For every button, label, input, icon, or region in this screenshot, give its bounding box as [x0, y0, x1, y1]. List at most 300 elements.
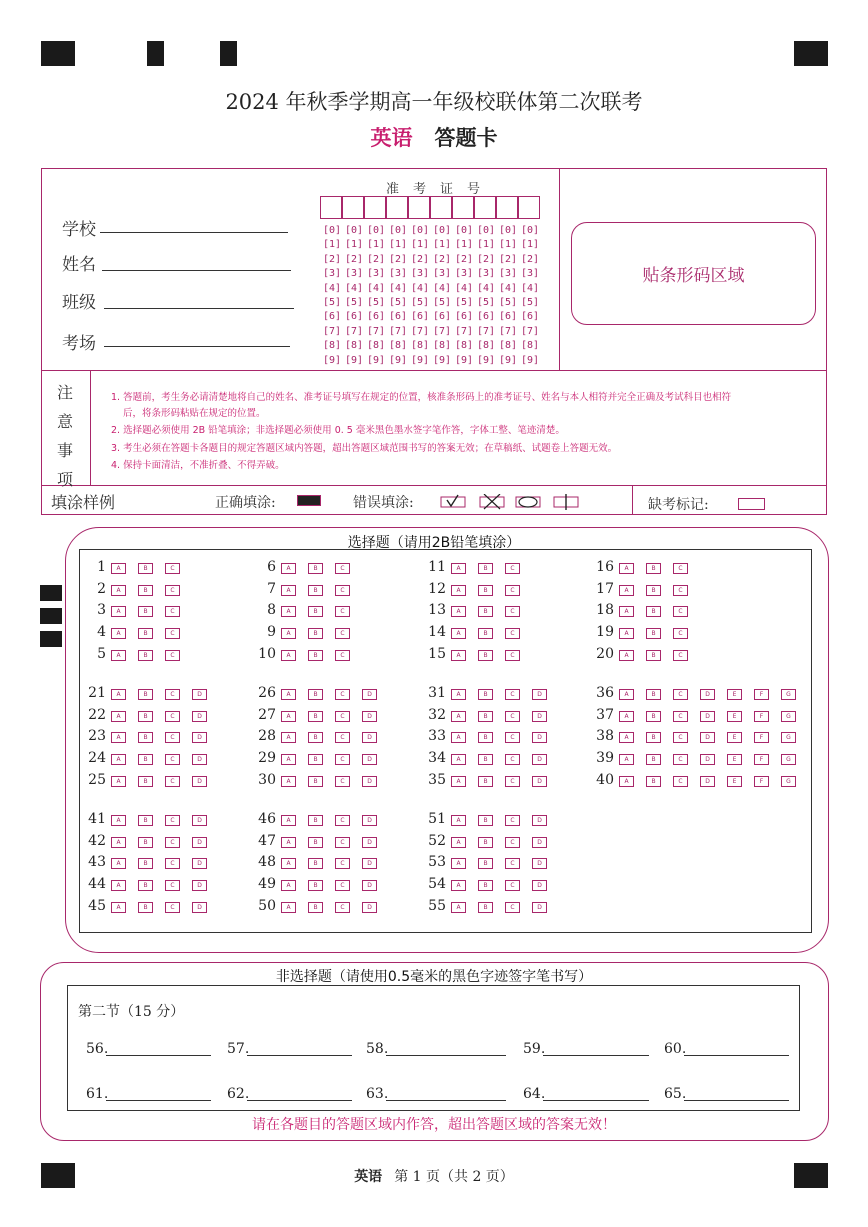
option-bubble[interactable]: D — [532, 732, 547, 743]
id-bubble[interactable]: [8] — [389, 340, 408, 352]
id-bubble[interactable]: [9] — [367, 354, 386, 366]
option-bubble[interactable]: A — [619, 606, 634, 617]
id-bubble[interactable]: [2] — [367, 253, 386, 265]
id-digit-box[interactable] — [430, 196, 452, 219]
option-bubble[interactable]: A — [281, 563, 296, 574]
id-bubble[interactable]: [3] — [433, 268, 452, 280]
id-bubble[interactable]: [5] — [499, 297, 518, 308]
id-bubble[interactable]: [0] — [477, 225, 496, 236]
id-bubble[interactable]: [2] — [433, 253, 452, 265]
option-bubble[interactable]: A — [281, 732, 296, 743]
id-bubble[interactable]: [3] — [455, 268, 474, 280]
option-bubble[interactable]: D — [362, 754, 377, 765]
option-bubble[interactable]: D — [362, 815, 377, 826]
option-bubble[interactable]: C — [673, 754, 688, 765]
option-bubble[interactable]: A — [619, 563, 634, 574]
id-bubble[interactable]: [2] — [499, 253, 518, 265]
id-digit-box[interactable] — [364, 196, 386, 219]
option-bubble[interactable]: B — [138, 606, 153, 617]
option-bubble[interactable]: D — [192, 858, 207, 869]
option-bubble[interactable]: C — [673, 563, 688, 574]
id-bubble[interactable]: [5] — [411, 297, 430, 308]
option-bubble[interactable]: C — [335, 880, 350, 891]
option-bubble[interactable]: B — [308, 776, 323, 787]
option-bubble[interactable]: A — [619, 650, 634, 661]
id-bubble[interactable]: [7] — [367, 325, 386, 337]
option-bubble[interactable]: F — [754, 711, 769, 722]
option-bubble[interactable]: A — [619, 585, 634, 596]
option-bubble[interactable]: B — [478, 650, 493, 661]
answer-blank[interactable] — [684, 1055, 789, 1056]
option-bubble[interactable]: C — [673, 732, 688, 743]
option-bubble[interactable]: A — [111, 689, 126, 700]
option-bubble[interactable]: B — [478, 563, 493, 574]
option-bubble[interactable]: B — [138, 776, 153, 787]
option-bubble[interactable]: A — [451, 628, 466, 639]
option-bubble[interactable]: B — [478, 776, 493, 787]
id-bubble[interactable]: [9] — [389, 354, 408, 366]
id-bubble[interactable]: [8] — [323, 340, 342, 352]
option-bubble[interactable]: B — [308, 732, 323, 743]
id-bubble[interactable]: [9] — [345, 354, 364, 366]
option-bubble[interactable]: A — [451, 754, 466, 765]
option-bubble[interactable]: A — [451, 606, 466, 617]
id-digit-box[interactable] — [408, 196, 430, 219]
id-bubble[interactable]: [2] — [345, 253, 364, 265]
school-field[interactable] — [100, 231, 288, 233]
option-bubble[interactable]: C — [673, 711, 688, 722]
option-bubble[interactable]: G — [781, 711, 796, 722]
option-bubble[interactable]: A — [451, 776, 466, 787]
option-bubble[interactable]: G — [781, 754, 796, 765]
id-bubble[interactable]: [4] — [411, 282, 430, 294]
answer-blank[interactable] — [684, 1100, 789, 1101]
option-bubble[interactable]: A — [281, 858, 296, 869]
option-bubble[interactable]: B — [138, 711, 153, 722]
id-bubble[interactable]: [3] — [477, 268, 496, 280]
answer-blank[interactable] — [106, 1100, 211, 1101]
option-bubble[interactable]: A — [451, 563, 466, 574]
id-bubble[interactable]: [4] — [477, 282, 496, 294]
option-bubble[interactable]: B — [478, 754, 493, 765]
option-bubble[interactable]: C — [335, 628, 350, 639]
option-bubble[interactable]: B — [308, 628, 323, 639]
option-bubble[interactable]: B — [308, 902, 323, 913]
option-bubble[interactable]: A — [111, 815, 126, 826]
option-bubble[interactable]: C — [505, 754, 520, 765]
option-bubble[interactable]: A — [281, 711, 296, 722]
id-bubble[interactable]: [0] — [323, 225, 342, 236]
answer-blank[interactable] — [386, 1055, 506, 1056]
option-bubble[interactable]: D — [700, 711, 715, 722]
option-bubble[interactable]: C — [673, 776, 688, 787]
id-bubble[interactable]: [8] — [367, 340, 386, 352]
option-bubble[interactable]: C — [165, 585, 180, 596]
option-bubble[interactable]: B — [138, 815, 153, 826]
option-bubble[interactable]: B — [646, 689, 661, 700]
option-bubble[interactable]: F — [754, 776, 769, 787]
option-bubble[interactable]: A — [281, 815, 296, 826]
option-bubble[interactable]: B — [138, 902, 153, 913]
id-bubble[interactable]: [3] — [345, 268, 364, 280]
option-bubble[interactable]: B — [308, 650, 323, 661]
option-bubble[interactable]: D — [192, 902, 207, 913]
option-bubble[interactable]: A — [111, 606, 126, 617]
id-bubble[interactable]: [4] — [433, 282, 452, 294]
option-bubble[interactable]: A — [111, 754, 126, 765]
id-bubble[interactable]: [7] — [477, 325, 496, 337]
option-bubble[interactable]: B — [478, 880, 493, 891]
id-bubble[interactable]: [6] — [521, 311, 540, 323]
option-bubble[interactable]: A — [281, 585, 296, 596]
id-bubble[interactable]: [5] — [477, 297, 496, 308]
option-bubble[interactable]: C — [505, 650, 520, 661]
id-bubble[interactable]: [2] — [411, 253, 430, 265]
option-bubble[interactable]: B — [138, 563, 153, 574]
option-bubble[interactable]: C — [505, 776, 520, 787]
answer-blank[interactable] — [106, 1055, 211, 1056]
option-bubble[interactable]: C — [673, 689, 688, 700]
option-bubble[interactable]: E — [727, 754, 742, 765]
option-bubble[interactable]: C — [165, 732, 180, 743]
option-bubble[interactable]: B — [138, 837, 153, 848]
name-field[interactable] — [102, 269, 291, 271]
option-bubble[interactable]: B — [646, 650, 661, 661]
id-bubble[interactable]: [1] — [323, 239, 342, 251]
option-bubble[interactable]: B — [308, 689, 323, 700]
option-bubble[interactable]: A — [451, 837, 466, 848]
option-bubble[interactable]: B — [478, 902, 493, 913]
option-bubble[interactable]: C — [335, 754, 350, 765]
id-bubble[interactable]: [8] — [499, 340, 518, 352]
id-bubble[interactable]: [6] — [345, 311, 364, 323]
id-bubble[interactable]: [8] — [345, 340, 364, 352]
id-bubble[interactable]: [3] — [323, 268, 342, 280]
id-bubble[interactable]: [6] — [455, 311, 474, 323]
option-bubble[interactable]: B — [478, 689, 493, 700]
option-bubble[interactable]: B — [138, 880, 153, 891]
option-bubble[interactable]: B — [646, 754, 661, 765]
id-bubble[interactable]: [1] — [367, 239, 386, 251]
option-bubble[interactable]: D — [532, 815, 547, 826]
option-bubble[interactable]: D — [362, 689, 377, 700]
id-bubble[interactable]: [0] — [433, 225, 452, 236]
option-bubble[interactable]: C — [165, 837, 180, 848]
option-bubble[interactable]: C — [165, 628, 180, 639]
option-bubble[interactable]: D — [362, 880, 377, 891]
option-bubble[interactable]: B — [478, 858, 493, 869]
option-bubble[interactable]: A — [451, 711, 466, 722]
option-bubble[interactable]: B — [308, 606, 323, 617]
id-bubble[interactable]: [8] — [455, 340, 474, 352]
id-digit-box[interactable] — [496, 196, 518, 219]
option-bubble[interactable]: A — [281, 880, 296, 891]
option-bubble[interactable]: C — [165, 689, 180, 700]
option-bubble[interactable]: B — [478, 711, 493, 722]
option-bubble[interactable]: A — [451, 585, 466, 596]
id-bubble[interactable]: [4] — [323, 282, 342, 294]
option-bubble[interactable]: A — [111, 732, 126, 743]
id-bubble[interactable]: [7] — [389, 325, 408, 337]
option-bubble[interactable]: C — [673, 606, 688, 617]
id-bubble[interactable]: [8] — [411, 340, 430, 352]
option-bubble[interactable]: D — [532, 902, 547, 913]
option-bubble[interactable]: D — [362, 776, 377, 787]
id-bubble[interactable]: [2] — [477, 253, 496, 265]
id-bubble[interactable]: [0] — [345, 225, 364, 236]
class-field[interactable] — [104, 307, 294, 309]
option-bubble[interactable]: D — [192, 689, 207, 700]
option-bubble[interactable]: G — [781, 776, 796, 787]
option-bubble[interactable]: C — [335, 776, 350, 787]
option-bubble[interactable]: C — [335, 606, 350, 617]
option-bubble[interactable]: D — [192, 732, 207, 743]
option-bubble[interactable]: A — [281, 902, 296, 913]
option-bubble[interactable]: B — [138, 585, 153, 596]
id-bubble[interactable]: [0] — [455, 225, 474, 236]
id-bubble[interactable]: [6] — [477, 311, 496, 323]
option-bubble[interactable]: A — [619, 754, 634, 765]
option-bubble[interactable]: B — [646, 732, 661, 743]
option-bubble[interactable]: B — [478, 732, 493, 743]
id-bubble[interactable]: [2] — [521, 253, 540, 265]
id-bubble[interactable]: [3] — [499, 268, 518, 280]
id-bubble[interactable]: [3] — [521, 268, 540, 280]
option-bubble[interactable]: C — [505, 606, 520, 617]
option-bubble[interactable]: A — [111, 585, 126, 596]
room-field[interactable] — [104, 345, 290, 347]
id-bubble[interactable]: [0] — [411, 225, 430, 236]
option-bubble[interactable]: C — [505, 732, 520, 743]
id-bubble[interactable]: [8] — [477, 340, 496, 352]
option-bubble[interactable]: C — [165, 650, 180, 661]
option-bubble[interactable]: A — [111, 837, 126, 848]
option-bubble[interactable]: A — [281, 689, 296, 700]
option-bubble[interactable]: C — [505, 563, 520, 574]
option-bubble[interactable]: C — [505, 815, 520, 826]
option-bubble[interactable]: B — [138, 628, 153, 639]
option-bubble[interactable]: B — [308, 754, 323, 765]
option-bubble[interactable]: G — [781, 689, 796, 700]
option-bubble[interactable]: C — [165, 776, 180, 787]
option-bubble[interactable]: D — [700, 754, 715, 765]
id-bubble[interactable]: [1] — [411, 239, 430, 251]
option-bubble[interactable]: D — [532, 880, 547, 891]
option-bubble[interactable]: B — [308, 837, 323, 848]
id-bubble[interactable]: [1] — [455, 239, 474, 251]
option-bubble[interactable]: A — [281, 837, 296, 848]
option-bubble[interactable]: A — [451, 650, 466, 661]
option-bubble[interactable]: C — [165, 858, 180, 869]
id-bubble[interactable]: [9] — [521, 354, 540, 366]
option-bubble[interactable]: E — [727, 689, 742, 700]
option-bubble[interactable]: D — [192, 880, 207, 891]
option-bubble[interactable]: B — [646, 585, 661, 596]
option-bubble[interactable]: C — [335, 837, 350, 848]
option-bubble[interactable]: C — [335, 585, 350, 596]
option-bubble[interactable]: A — [111, 858, 126, 869]
option-bubble[interactable]: A — [619, 689, 634, 700]
option-bubble[interactable]: C — [505, 711, 520, 722]
option-bubble[interactable]: A — [281, 754, 296, 765]
id-bubble[interactable]: [4] — [389, 282, 408, 294]
option-bubble[interactable]: C — [165, 902, 180, 913]
absent-mark-box[interactable] — [738, 498, 765, 510]
option-bubble[interactable]: D — [192, 837, 207, 848]
option-bubble[interactable]: C — [335, 732, 350, 743]
option-bubble[interactable]: B — [478, 585, 493, 596]
answer-blank[interactable] — [543, 1055, 649, 1056]
option-bubble[interactable]: B — [138, 689, 153, 700]
option-bubble[interactable]: C — [505, 689, 520, 700]
id-bubble[interactable]: [6] — [499, 311, 518, 323]
option-bubble[interactable]: D — [192, 754, 207, 765]
option-bubble[interactable]: C — [165, 815, 180, 826]
id-bubble[interactable]: [1] — [499, 239, 518, 251]
option-bubble[interactable]: A — [619, 732, 634, 743]
answer-blank[interactable] — [247, 1055, 352, 1056]
option-bubble[interactable]: A — [111, 880, 126, 891]
option-bubble[interactable]: C — [335, 563, 350, 574]
option-bubble[interactable]: E — [727, 711, 742, 722]
option-bubble[interactable]: A — [281, 628, 296, 639]
id-digit-box[interactable] — [518, 196, 540, 219]
id-bubble[interactable]: [8] — [521, 340, 540, 352]
option-bubble[interactable]: A — [111, 711, 126, 722]
option-bubble[interactable]: C — [505, 858, 520, 869]
id-bubble[interactable]: [1] — [345, 239, 364, 251]
option-bubble[interactable]: C — [165, 563, 180, 574]
option-bubble[interactable]: A — [111, 902, 126, 913]
id-bubble[interactable]: [2] — [455, 253, 474, 265]
answer-blank[interactable] — [247, 1100, 352, 1101]
id-bubble[interactable]: [3] — [367, 268, 386, 280]
option-bubble[interactable]: D — [362, 902, 377, 913]
id-bubble[interactable]: [4] — [455, 282, 474, 294]
option-bubble[interactable]: A — [111, 628, 126, 639]
option-bubble[interactable]: F — [754, 754, 769, 765]
id-bubble[interactable]: [5] — [521, 297, 540, 308]
option-bubble[interactable]: A — [619, 711, 634, 722]
id-digit-box[interactable] — [452, 196, 474, 219]
option-bubble[interactable]: A — [619, 628, 634, 639]
option-bubble[interactable]: B — [308, 585, 323, 596]
option-bubble[interactable]: A — [111, 563, 126, 574]
id-bubble[interactable]: [0] — [389, 225, 408, 236]
option-bubble[interactable]: A — [111, 776, 126, 787]
option-bubble[interactable]: B — [308, 858, 323, 869]
option-bubble[interactable]: A — [281, 650, 296, 661]
id-bubble[interactable]: [7] — [345, 325, 364, 337]
option-bubble[interactable]: C — [335, 815, 350, 826]
answer-blank[interactable] — [543, 1100, 649, 1101]
id-bubble[interactable]: [9] — [477, 354, 496, 366]
option-bubble[interactable]: D — [532, 858, 547, 869]
id-digit-box[interactable] — [386, 196, 408, 219]
option-bubble[interactable]: D — [532, 754, 547, 765]
id-bubble[interactable]: [1] — [477, 239, 496, 251]
option-bubble[interactable]: D — [192, 815, 207, 826]
option-bubble[interactable]: C — [673, 585, 688, 596]
option-bubble[interactable]: D — [532, 837, 547, 848]
id-bubble[interactable]: [7] — [521, 325, 540, 337]
option-bubble[interactable]: D — [700, 776, 715, 787]
id-bubble[interactable]: [9] — [455, 354, 474, 366]
option-bubble[interactable]: C — [505, 837, 520, 848]
option-bubble[interactable]: A — [451, 880, 466, 891]
option-bubble[interactable]: B — [138, 858, 153, 869]
id-digit-box[interactable] — [474, 196, 496, 219]
id-bubble[interactable]: [0] — [499, 225, 518, 236]
id-bubble[interactable]: [4] — [521, 282, 540, 294]
id-bubble[interactable]: [6] — [389, 311, 408, 323]
option-bubble[interactable]: C — [335, 902, 350, 913]
id-bubble[interactable]: [4] — [367, 282, 386, 294]
option-bubble[interactable]: G — [781, 732, 796, 743]
option-bubble[interactable]: A — [451, 732, 466, 743]
option-bubble[interactable]: A — [281, 606, 296, 617]
id-bubble[interactable]: [9] — [323, 354, 342, 366]
id-bubble[interactable]: [5] — [433, 297, 452, 308]
option-bubble[interactable]: B — [478, 606, 493, 617]
option-bubble[interactable]: C — [165, 606, 180, 617]
option-bubble[interactable]: C — [335, 650, 350, 661]
option-bubble[interactable]: D — [362, 732, 377, 743]
id-bubble[interactable]: [7] — [323, 325, 342, 337]
id-bubble[interactable]: [7] — [455, 325, 474, 337]
option-bubble[interactable]: B — [478, 815, 493, 826]
option-bubble[interactable]: C — [165, 880, 180, 891]
option-bubble[interactable]: B — [478, 628, 493, 639]
option-bubble[interactable]: D — [362, 711, 377, 722]
id-digit-box[interactable] — [342, 196, 364, 219]
option-bubble[interactable]: D — [700, 689, 715, 700]
id-bubble[interactable]: [0] — [521, 225, 540, 236]
option-bubble[interactable]: C — [335, 689, 350, 700]
id-bubble[interactable]: [5] — [455, 297, 474, 308]
id-bubble[interactable]: [1] — [433, 239, 452, 251]
id-bubble[interactable]: [1] — [521, 239, 540, 251]
option-bubble[interactable]: B — [138, 650, 153, 661]
option-bubble[interactable]: A — [111, 650, 126, 661]
option-bubble[interactable]: A — [281, 776, 296, 787]
option-bubble[interactable]: C — [335, 858, 350, 869]
option-bubble[interactable]: C — [673, 650, 688, 661]
option-bubble[interactable]: B — [646, 776, 661, 787]
id-bubble[interactable]: [8] — [433, 340, 452, 352]
option-bubble[interactable]: B — [646, 711, 661, 722]
id-bubble[interactable]: [1] — [389, 239, 408, 251]
option-bubble[interactable]: A — [451, 858, 466, 869]
option-bubble[interactable]: B — [138, 754, 153, 765]
option-bubble[interactable]: B — [646, 628, 661, 639]
id-bubble[interactable]: [2] — [323, 253, 342, 265]
option-bubble[interactable]: A — [451, 902, 466, 913]
option-bubble[interactable]: B — [646, 563, 661, 574]
option-bubble[interactable]: D — [532, 689, 547, 700]
option-bubble[interactable]: D — [192, 711, 207, 722]
id-bubble[interactable]: [0] — [367, 225, 386, 236]
id-bubble[interactable]: [7] — [433, 325, 452, 337]
id-bubble[interactable]: [9] — [499, 354, 518, 366]
option-bubble[interactable]: E — [727, 776, 742, 787]
option-bubble[interactable]: B — [308, 711, 323, 722]
option-bubble[interactable]: B — [138, 732, 153, 743]
option-bubble[interactable]: D — [192, 776, 207, 787]
option-bubble[interactable]: B — [478, 837, 493, 848]
option-bubble[interactable]: D — [532, 776, 547, 787]
id-bubble[interactable]: [7] — [499, 325, 518, 337]
